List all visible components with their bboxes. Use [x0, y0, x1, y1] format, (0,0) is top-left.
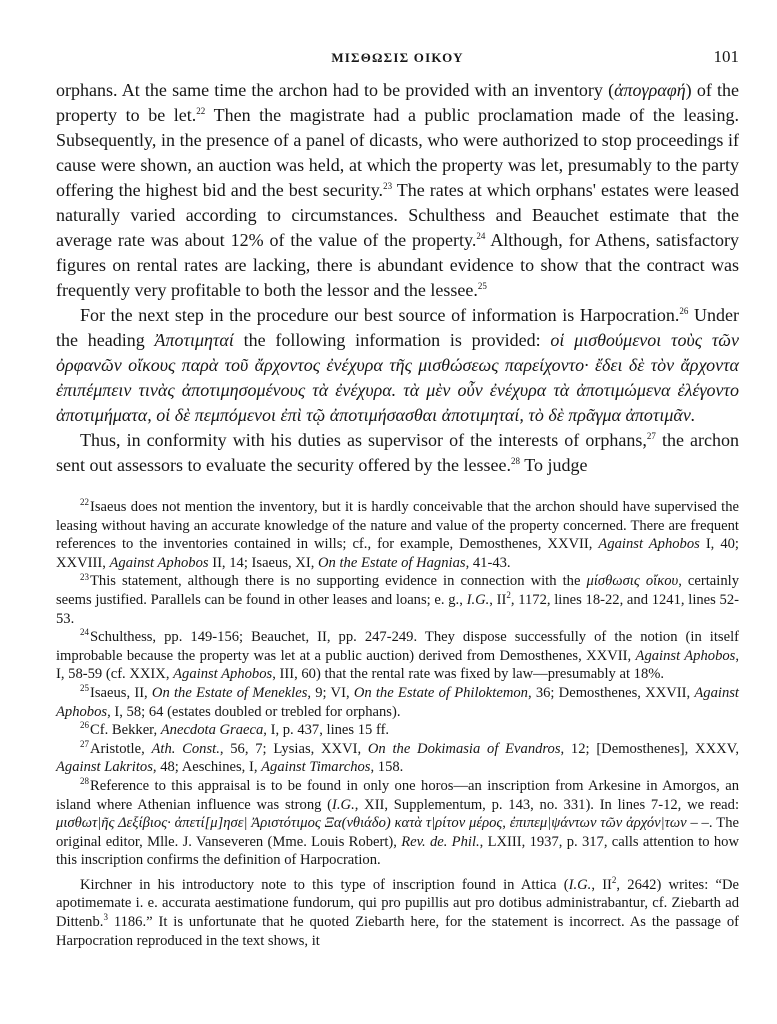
text-run: I, 40; XXVIII, — [56, 536, 739, 571]
text-run: , 48; Aeschines, I, — [152, 759, 262, 776]
text-run: Under the heading — [56, 305, 739, 350]
text-run: , XII, Supplementum, p. 143, no. 331). In lines 7-12, we read: — [354, 796, 740, 813]
footnote-28 — [56, 777, 739, 870]
running-head — [56, 47, 739, 74]
work-title: I.G. — [332, 796, 355, 813]
text-run: 1186.” It is unfortunate that he quoted Ziebarth here, for the statement is incorrect. As the passage of Harpocration reproduced in the text shows, it — [56, 914, 739, 949]
footnote-ref[interactable]: 24 — [476, 231, 486, 241]
paragraph-1 — [56, 78, 739, 303]
footnotes — [56, 498, 739, 950]
text-run: , 56, 7; Lysias, XXVI, — [219, 740, 368, 757]
text-run: , 36; Demosthenes, XXVII, — [527, 684, 695, 701]
work-title: Against Aphobos — [173, 666, 273, 683]
superscript: 3 — [103, 912, 108, 923]
work-title: Against Aphobos — [56, 684, 739, 720]
text-run: ) of the property to be let. — [56, 80, 740, 125]
text-run: the following information is provided: — [233, 330, 551, 350]
text-run: Cf. Bekker, — [90, 722, 161, 739]
text-run: , 158. — [370, 759, 404, 776]
footnote-ref[interactable]: 28 — [511, 456, 521, 466]
work-title: Against Timarchos — [261, 759, 371, 776]
text-run: , 1172, lines 18-22, and 1241, lines 52-53. — [56, 591, 739, 627]
text-run: Isaeus does not mention the inventory, but it is hardly conceivable that the archon should have supervised the leasing without having an accurate knowledge of the nature and value of the property concerned. There are frequent references to the inventories contained in wills; cf., for example, Demosthenes, XXVII, — [56, 499, 739, 553]
work-title: Against Lakritos — [56, 759, 153, 776]
text-run: This statement, although there is no supporting evidence in connection with the — [90, 573, 587, 590]
footnote-24 — [56, 628, 739, 684]
text-run: , certainly seems justified. Parallels can be found in other leases and loans; e. g., — [56, 573, 739, 608]
text-run: , II — [591, 876, 612, 893]
text-run: II, 14; Isaeus, XI, — [208, 554, 318, 571]
footnote-number: 25 — [80, 683, 89, 694]
footnote-number: 28 — [80, 776, 89, 787]
work-title: On the Estate of Philoktemon — [353, 684, 528, 701]
text-run: For the next step in the procedure our best source of information is Harpocration. — [80, 305, 680, 325]
superscript: 2 — [506, 590, 511, 601]
text-run: . The original editor, Mlle. J. Vanseveren (Mme. Louis Robert), — [56, 815, 739, 850]
superscript: 2 — [611, 875, 617, 886]
text-run: orphans. At the same time the archon had to be provided with an inventory ( — [56, 80, 615, 100]
body-text — [56, 78, 739, 478]
footnote-27 — [56, 740, 739, 777]
footnote-ref[interactable]: 27 — [646, 431, 656, 441]
text-run: , 12; [Demosthenes], XXXV, — [560, 740, 739, 757]
footnote-number: 24 — [80, 627, 89, 638]
work-title: Against Aphobos — [109, 554, 209, 571]
greek-heading: Ἀποτιμηταί — [154, 330, 234, 350]
text-run: , I, 58; 64 (estates doubled or trebled for orphans). — [107, 703, 401, 720]
work-title: Rev. de. Phil. — [401, 833, 480, 850]
work-title: Against Aphobos — [635, 647, 736, 664]
text-run: Schulthess, pp. 149-156; Beauchet, II, pp. 247-249. They dispose successfully of the notion (in itself improbable because the property was let at a public auction) derived from Demosthenes, XXVII, — [56, 629, 739, 664]
paragraph-2 — [56, 303, 739, 428]
work-title: I.G. — [568, 876, 592, 893]
footnote-ref[interactable]: 22 — [196, 106, 206, 116]
footnote-number: 27 — [80, 738, 89, 749]
footnote-ref[interactable]: 26 — [679, 306, 689, 316]
text-run: Then the magistrate had a public proclamation made of the leasing. Subsequently, in the presence of a panel of dicasts, who were authorized to stop proceedings if cause were shown, an auction was held, at which the property was let, presumably to the party offering the highest bid and the best security. — [56, 105, 739, 200]
work-title: Against Aphobos — [598, 536, 700, 553]
work-title: Ath. Const. — [151, 740, 220, 757]
greek-inscription: μισθωτ|ῆς Δεξίβιος· ἀπετί[μ]ησε| Ἀριστότιμος Ξα(νθιάδο) κατὰ τ|ρίτον μέρος, ἐπιπεμ|ψάντων τῶν ἀρχόν|των – – — [56, 815, 709, 832]
work-title: I.G. — [466, 591, 490, 608]
text-run: Isaeus, II, — [90, 684, 152, 701]
text-run: , 41-43. — [465, 554, 511, 571]
greek-term: μίσθωσις οἴκου — [586, 573, 679, 590]
footnote-ref[interactable]: 25 — [477, 281, 487, 291]
text-run: To judge — [520, 455, 588, 475]
page-number: 101 — [713, 47, 739, 66]
work-title: On the Estate of Hagnias — [318, 554, 466, 571]
footnote-number: 22 — [80, 497, 89, 508]
work-title: On the Estate of Menekles — [151, 684, 308, 701]
greek-quotation: οἱ μισθούμενοι τοὺς τῶν ὀρφανῶν οἴκους παρὰ τοῦ ἄρχοντος ἐνέχυρα τῆς μισθώσεως παρείχοντο· ἔδει δὲ τὸν ἄρχοντα ἐπιπέμπειν τινὰς ἀποτιμησομένους τὰ ἐνέχυρα. τὰ μὲν οὖν ἐνέχυρα τὰ ἀποτιμώμενα ἐλέγοντο ἀποτιμήματα, οἱ δὲ πεμπόμενοι ἐπὶ τῷ ἀποτιμήσασθαι ἀποτιμηταί, τὸ δὲ πρᾶγμα ἀποτιμᾶν. — [56, 330, 739, 425]
text-run: , LXIII, 1937, p. 317, calls attention to how this inscription confirms the definition of Harpocration. — [56, 833, 739, 869]
text-run: , I, 58-59 (cf. XXIX, — [56, 647, 739, 683]
footnote-22 — [56, 498, 739, 572]
text-run: Aristotle, — [90, 740, 152, 757]
text-run: Reference to this appraisal is to be found in only one horos—an inscription from Arkesine in Amorgos, an island where Athenian influence was strong ( — [56, 777, 739, 813]
text-run: , II — [489, 591, 507, 608]
text-run: Thus, in conformity with his duties as supervisor of the interests of orphans, — [80, 430, 647, 450]
footnote-28-continuation — [56, 876, 739, 950]
footnote-23 — [56, 572, 739, 628]
footnote-ref[interactable]: 23 — [383, 181, 393, 191]
text-run: , 9; VI, — [307, 684, 354, 701]
greek-term: ἀπογραφή — [614, 80, 686, 100]
footnote-number: 26 — [80, 720, 89, 731]
text-run: Although, for Athens, satisfactory figures on rental rates are lacking, there is abundant evidence to show that the contract was frequently very profitable to both the lessor and the lessee. — [56, 230, 739, 300]
work-title: On the Dokimasia of Evandros — [367, 740, 561, 757]
footnote-26 — [56, 721, 739, 740]
paragraph-3 — [56, 428, 739, 478]
text-run: , III, 60) that the rental rate was fixed by law—presumably at 18%. — [272, 666, 665, 683]
text-run: , 2642) writes: “De apotimemate i. e. accurata aestimatione fundorum, qui pro pupillis aut pro dotibus administrabantur, cf. Ziebarth ad Dittenb. — [56, 876, 739, 931]
text-run: The rates at which orphans' estates were leased naturally varied according to circumstances. Schulthess and Beauchet estimate that the average rate was about 12% of the value of the property. — [56, 180, 739, 250]
footnote-25 — [56, 684, 739, 721]
running-title: ΜΙΣΘΩΣΙΣ ΟΙΚΟΥ — [331, 50, 464, 65]
text-run: the archon sent out assessors to evaluate the security offered by the lessee. — [56, 430, 739, 475]
text-run: , I, p. 437, lines 15 ff. — [263, 722, 390, 739]
footnote-number: 23 — [80, 571, 89, 582]
work-title: Anecdota Graeca — [160, 722, 264, 739]
text-run: Kirchner in his introductory note to this type of inscription found in Attica ( — [80, 876, 569, 893]
